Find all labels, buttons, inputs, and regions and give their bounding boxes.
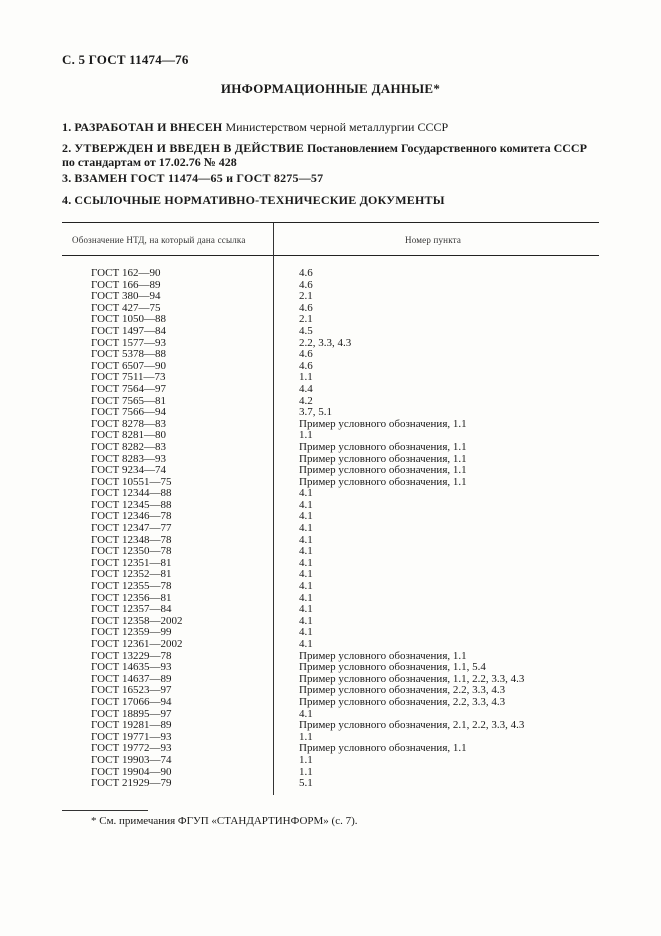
document-designation: ГОСТ 12345—88	[91, 498, 172, 511]
document-designation: ГОСТ 427—75	[91, 301, 161, 314]
document-designation: ГОСТ 1497—84	[91, 324, 166, 337]
clause-number: 4.1	[299, 533, 313, 546]
clause-number: 1.1	[299, 371, 313, 384]
clause-number: 4.1	[299, 626, 313, 639]
clause-number: 2.2, 3.3, 4.3	[299, 336, 352, 349]
document-designation: ГОСТ 5378—88	[91, 348, 166, 361]
clause-number: 4.1	[299, 545, 313, 558]
table-row	[0, 697, 661, 709]
clause-number: 4.1	[299, 510, 313, 523]
document-designation: ГОСТ 12352—81	[91, 568, 172, 581]
info-item-replaces	[62, 171, 602, 185]
document-designation: ГОСТ 19281—89	[91, 719, 172, 732]
table-row	[0, 326, 661, 338]
document-designation: ГОСТ 1050—88	[91, 313, 166, 326]
item-caption: УТВЕРЖДЕН И ВВЕДЕН В ДЕЙСТВИЕ	[74, 141, 304, 155]
page-header: С. 5 ГОСТ 11474—76	[62, 52, 189, 67]
item-text: Министерством черной металлургии СССР	[225, 120, 449, 134]
clause-number: Пример условного обозначения, 2.2, 3.3, 4.3	[299, 684, 506, 697]
clause-number: 2.1	[299, 290, 313, 303]
clause-number: Пример условного обозначения, 1.1, 5.4	[299, 661, 486, 674]
document-designation: ГОСТ 14635—93	[91, 661, 172, 674]
document-designation: ГОСТ 6507—90	[91, 359, 166, 372]
item-number: 1.	[62, 120, 72, 134]
clause-number: 2.1	[299, 313, 313, 326]
document-designation: ГОСТ 16523—97	[91, 684, 172, 697]
document-designation: ГОСТ 10551—75	[91, 475, 172, 488]
document-designation: ГОСТ 1577—93	[91, 336, 166, 349]
document-designation: ГОСТ 380—94	[91, 290, 161, 303]
document-designation: ГОСТ 12359—99	[91, 626, 172, 639]
document-designation: ГОСТ 19771—93	[91, 730, 172, 743]
reference-table-body	[0, 268, 661, 790]
footnote-rule	[62, 810, 148, 811]
info-item-approved	[62, 141, 602, 169]
document-designation: ГОСТ 19772—93	[91, 742, 172, 755]
document-designation: ГОСТ 8281—80	[91, 429, 166, 442]
table-row	[0, 349, 661, 361]
clause-number: 1.1	[299, 429, 313, 442]
clause-number: 4.1	[299, 498, 313, 511]
clause-number: 4.5	[299, 324, 313, 337]
clause-number: 1.1	[299, 753, 313, 766]
table-row	[0, 442, 661, 454]
document-designation: ГОСТ 12347—77	[91, 522, 172, 535]
document-designation: ГОСТ 12348—78	[91, 533, 172, 546]
document-designation: ГОСТ 12356—81	[91, 591, 172, 604]
clause-number: Пример условного обозначения, 2.1, 2.2, 3.3, 4.3	[299, 719, 525, 732]
clause-number: 4.1	[299, 556, 313, 569]
document-designation: ГОСТ 12351—81	[91, 556, 172, 569]
clause-number: 4.1	[299, 638, 313, 650]
table-header-rule	[62, 255, 599, 256]
document-designation: ГОСТ 166—89	[91, 278, 161, 291]
clause-number: 3.7, 5.1	[299, 406, 332, 419]
document-designation: ГОСТ 7565—81	[91, 394, 166, 407]
document-designation: ГОСТ 9234—74	[91, 464, 166, 477]
item-caption: РАЗРАБОТАН И ВНЕСЕН	[74, 120, 223, 134]
item-caption: ССЫЛОЧНЫЕ НОРМАТИВНО-ТЕХНИЧЕСКИЕ ДОКУМЕНТЫ	[74, 193, 445, 207]
clause-number: 1.1	[299, 765, 313, 778]
item-number: 4.	[62, 193, 72, 207]
document-designation: ГОСТ 8283—93	[91, 452, 166, 465]
table-row	[0, 268, 661, 280]
item-number: 2.	[62, 141, 72, 155]
document-designation: ГОСТ 19903—74	[91, 753, 172, 766]
item-text: Постановлением Государственного комитета СССР по стандартам от 17.02.76 № 428	[62, 141, 587, 169]
clause-number: 4.6	[299, 348, 313, 361]
table-top-rule	[62, 222, 599, 223]
clause-number: Пример условного обозначения, 1.1	[299, 649, 467, 662]
clause-number: 4.1	[299, 522, 313, 535]
clause-number: 4.1	[299, 707, 313, 720]
document-designation: ГОСТ 162—90	[91, 267, 161, 279]
document-designation: ГОСТ 14637—89	[91, 672, 172, 685]
clause-number: 4.1	[299, 614, 313, 627]
clause-number: 5.1	[299, 777, 313, 790]
table-row	[0, 755, 661, 767]
clause-number: 1.1	[299, 730, 313, 743]
table-row	[0, 523, 661, 535]
clause-number: 4.1	[299, 591, 313, 604]
footnote: * См. примечания ФГУП «СТАНДАРТИНФОРМ» (с. 7).	[91, 815, 358, 827]
document-designation: ГОСТ 12350—78	[91, 545, 172, 558]
document-designation: ГОСТ 12361—2002	[91, 638, 183, 650]
document-designation: ГОСТ 12355—78	[91, 580, 172, 593]
table-row	[0, 384, 661, 396]
clause-number: 4.6	[299, 359, 313, 372]
clause-number: 4.6	[299, 278, 313, 291]
document-designation: ГОСТ 7564—97	[91, 382, 166, 395]
document-designation: ГОСТ 19904—90	[91, 765, 172, 778]
table-row	[0, 720, 661, 732]
document-designation: ГОСТ 18895—97	[91, 707, 172, 720]
table-row	[0, 778, 661, 790]
document-designation: ГОСТ 12357—84	[91, 603, 172, 616]
clause-number: 4.1	[299, 568, 313, 581]
clause-number: Пример условного обозначения, 1.1	[299, 742, 467, 755]
document-designation: ГОСТ 8282—83	[91, 440, 166, 453]
clause-number: 4.6	[299, 301, 313, 314]
item-caption: ВЗАМЕН ГОСТ 11474—65 и ГОСТ 8275—57	[74, 171, 324, 185]
table-row	[0, 639, 661, 651]
clause-number: 4.1	[299, 580, 313, 593]
column-header-document: Обозначение НТД, на который дана ссылка	[72, 235, 246, 245]
clause-number: Пример условного обозначения, 1.1	[299, 464, 467, 477]
document-designation: ГОСТ 7511—73	[91, 371, 166, 384]
item-number: 3.	[62, 171, 72, 185]
clause-number: 4.1	[299, 603, 313, 616]
clause-number: Пример условного обозначения, 1.1	[299, 417, 467, 430]
info-item-developed	[62, 120, 602, 134]
document-designation: ГОСТ 12344—88	[91, 487, 172, 500]
clause-number: Пример условного обозначения, 2.2, 3.3, 4.3	[299, 695, 506, 708]
document-designation: ГОСТ 13229—78	[91, 649, 172, 662]
table-row	[0, 581, 661, 593]
document-designation: ГОСТ 12358—2002	[91, 614, 183, 627]
document-designation: ГОСТ 8278—83	[91, 417, 166, 430]
clause-number: Пример условного обозначения, 1.1	[299, 475, 467, 488]
table-row	[0, 465, 661, 477]
clause-number: 4.6	[299, 267, 313, 279]
clause-number: Пример условного обозначения, 1.1	[299, 440, 467, 453]
page-title: ИНФОРМАЦИОННЫЕ ДАННЫЕ*	[220, 81, 441, 96]
clause-number: 4.1	[299, 487, 313, 500]
clause-number: 4.2	[299, 394, 313, 407]
document-designation: ГОСТ 12346—78	[91, 510, 172, 523]
document-designation: ГОСТ 17066—94	[91, 695, 172, 708]
clause-number: Пример условного обозначения, 1.1	[299, 452, 467, 465]
info-item-references	[62, 193, 602, 207]
column-header-clause: Номер пункта	[405, 235, 462, 245]
clause-number: 4.4	[299, 382, 313, 395]
clause-number: Пример условного обозначения, 1.1, 2.2, 3.3, 4.3	[299, 672, 525, 685]
document-designation: ГОСТ 21929—79	[91, 777, 172, 790]
table-row	[0, 407, 661, 419]
document-designation: ГОСТ 7566—94	[91, 406, 166, 419]
